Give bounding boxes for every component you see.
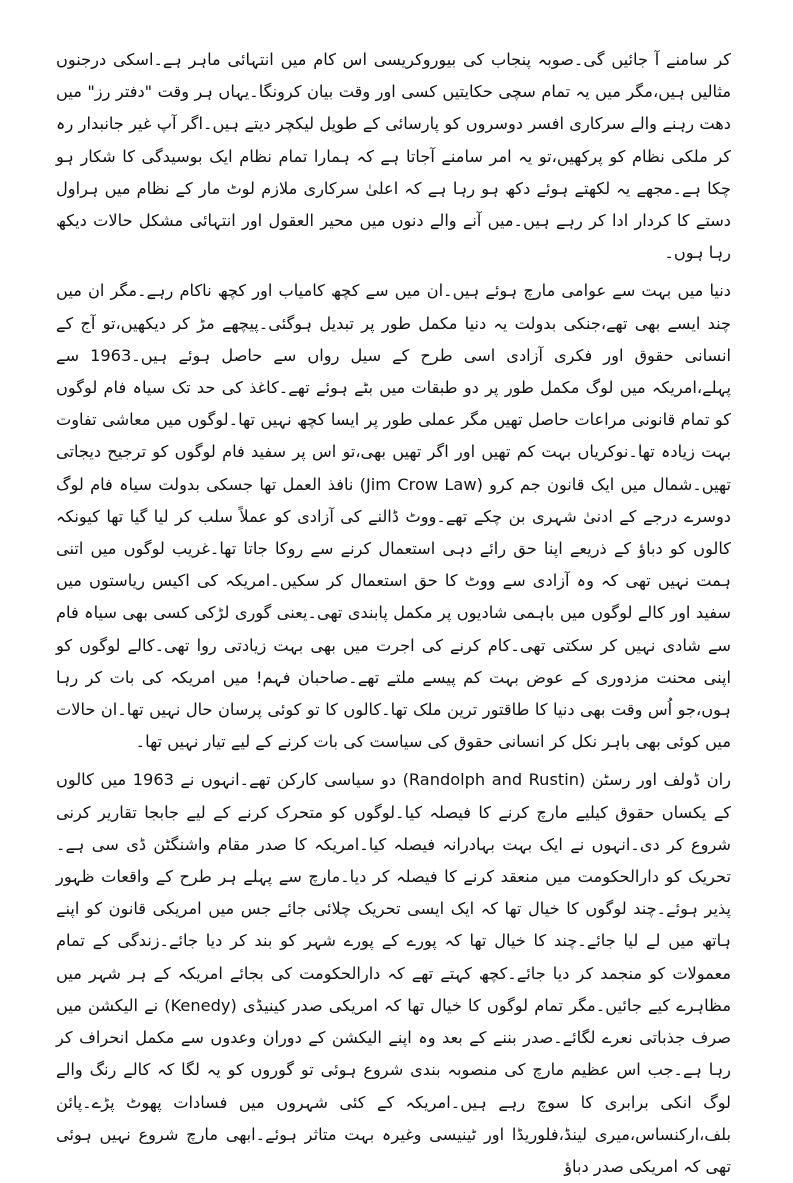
article-body (56, 44, 731, 1183)
paragraph-2: دنیا میں بہت سے عوامی مارچ ہوئے ہیں۔ان میں سے کچھ کامیاب اور کچھ ناکام رہے۔مگر ان میں چند ایسے بھی تھے،جنکی بدولت یہ دنیا مکمل طور پر تبدیل ہوگئی۔پیچھے مڑ کر دیکھیں،تو آج کے انسانی حقوق اور فکری آزادی اسی طرح کے سیل رواں سے حاصل ہوئے ہیں۔1963 سے پہلے،امریکہ میں لوگ مکمل طور پر دو طبقات میں بٹے ہوئے تھے۔کاغذ کی حد تک سیاہ فام لوگوں کو تمام قانونی مراعات حاصل تھیں مگر عملی طور پر ایسا کچھ نہیں تھا۔لوگوں میں معاشی تفاوت بہت زیادہ تھا۔نوکریاں بہت کم تھیں اور اگر تھیں بھی،تو اس پر سفید فام لوگوں کو ترجیح دیجاتی تھیں۔شمال میں ایک قانون جم کرو (Jim Crow Law) نافذ العمل تھا جسکی بدولت سیاہ فام لوگ دوسرے درجے کے ادنیٰ شہری بن چکے تھے۔ووٹ ڈالنے کی آزادی کو عملاً سلب کر لیا گیا تھا کیونکہ کالوں کو دباؤ کے ذریعے اپنا حق رائے دہی استعمال کرنے سے روکا جاتا تھا۔غریب لوگوں میں اتنی ہمت نہیں تھی کہ وہ آزادی سے ووٹ کا حق استعمال کر سکیں۔امریکہ کی اکیس ریاستوں میں سفید اور کالے لوگوں میں باہمی شادیوں پر مکمل پابندی تھی۔یعنی گوری لڑکی کسی بھی سیاہ فام سے شادی نہیں کر سکتی تھی۔کام کرنے کی اجرت میں بھی بہت زیادتی روا تھی۔کالے لوگوں کو اپنی محنت مزدوری کے عوض بہت کم پیسے ملتے تھے۔صاحبان فہم! میں امریکہ کی بات کر رہا ہوں،جو اُس وقت بھی دنیا کا طاقتور ترین ملک تھا۔کالوں کا تو کوئی پرسان حال نہیں تھا۔ان حالات میں کوئی بھی باہر نکل کر انسانی حقوق کی سیاست کی بات کرنے کے لیے تیار نہیں تھا۔ (56, 281, 731, 752)
paragraph-3: ران ڈولف اور رسٹن (Randolph and Rustin) دو سیاسی کارکن تھے۔انہوں نے 1963 میں کالوں کے یکساں حقوق کیلیے مارچ کرنے کا فیصلہ کیا۔لوگوں کو متحرک کرنے کے لیے جابجا تقاریر کرنی شروع کر دی۔انہوں نے ایک بہت بہادرانہ فیصلہ کیا۔امریکہ کا صدر مقام واشنگٹن ڈی سی ہے۔تحریک کو دارالحکومت میں منعقد کرنے کا فیصلہ کر دیا۔مارچ سے پہلے ہر طرح کے واقعات ظہور پذیر ہوئے۔چند لوگوں کا خیال تھا کہ ایک ایسی تحریک چلائی جائے جس میں امریکی قانون کو اپنے ہاتھ میں لے لیا جائے۔چند کا خیال تھا کہ پورے کے پورے شہر کو بند کر دیا جائے۔زندگی کے تمام معمولات کو منجمد کر دیا جائے۔کچھ کہتے تھے کہ دارالحکومت کی بجائے امریکہ کے ہر شہر میں مظاہرے کیے جائیں۔مگر تمام لوگوں کا خیال تھا کہ امریکی صدر کینیڈی (Kenedy) نے الیکشن میں صرف جذباتی نعرے لگائے۔صدر بننے کے بعد وہ اپنے الیکشن کے دوران وعدوں سے مکمل انحراف کر رہا ہے۔جب اس عظیم مارچ کی منصوبہ بندی شروع ہوئی تو گوروں کو یہ لگا کہ کالے رنگ والے لوگ انکی برابری کا سوچ رہے ہیں۔امریکہ کے کئی شہروں میں فسادات پھوٹ پڑے۔پائن بلف،ارکنساس،میری لینڈ،فلوریڈا اور ٹینیسی وغیرہ بہت متاثر ہوئے۔ابھی مارچ شروع نہیں ہوئی تھی کہ امریکی صدر دباؤ (56, 770, 731, 1176)
paragraph-1: کر سامنے آ جائیں گی۔صوبہ پنجاب کی بیوروکریسی اس کام میں انتہائی ماہر ہے۔اسکی درجنوں مثالیں ہیں،مگر میں یہ تمام سچی حکایتیں کسی اور وقت بیان کرونگا۔یہاں ہر وقت "دفتر رز" میں دھت رہنے والے سرکاری افسر دوسروں کو پارسائی کے طویل لیکچر دیتے ہیں۔اگر آپ غیر جانبدار رہ کر ملکی نظام کو پرکھیں،تو یہ امر سامنے آجاتا ہے کہ ہمارا تمام نظام ایک بوسیدگی کا شکار ہو چکا ہے۔مجھے یہ لکھتے ہوئے دکھ ہو رہا ہے کہ اعلیٰ سرکاری ملازم لوٹ مار کے نظام میں ہراول دستے کا کردار ادا کر رہے ہیں۔میں آنے والے دنوں میں محیر العقول اور انتہائی مشکل حالات دیکھ رہا ہوں۔ (56, 50, 731, 263)
